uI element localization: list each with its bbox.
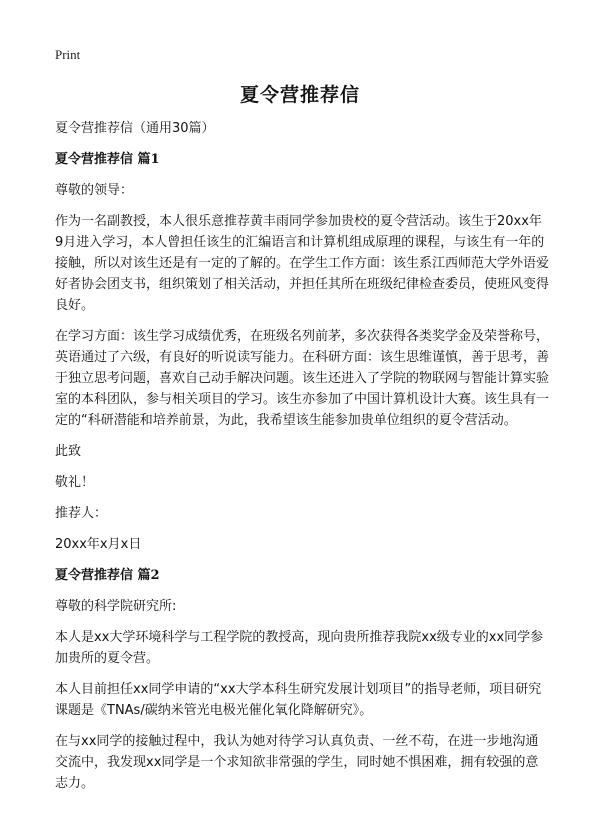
document-subtitle: 夏令营推荐信（通用30篇） [55,121,215,136]
document-title: 夏令营推荐信 [239,84,360,106]
section-1-paragraph-1: 作为一名副教授，本人很乐意推荐黄丰雨同学参加贵校的夏令营活动。该生于20xx年9月进入学习，本人曾担任该生的汇编语言和计算机组成原理的课程，与该生有一年的接触，所以对该生还是有一定的了解的。在学生工作方面：该生系江西师范大学外语爱好者协会团支书，组织策划了相关活动，并担任其所在班级纪律检查委员，使班风变得良好。 [55,214,550,313]
document-body [55,118,550,794]
section-1-date: 20xx年x月x日 [55,537,142,552]
section-2-heading: 夏令营推荐信 篇2 [55,568,160,583]
section-2-paragraph-2: 本人目前担任xx同学申请的“xx大学本科生研究发展计划项目”的指导老师，项目研究课题是《TNAs/碳纳米管光电极光催化氧化降解研究》。 [55,682,542,718]
section-1-closing-2: 敬礼！ [55,475,95,490]
section-1-closing-1: 此致 [55,444,82,459]
section-1-heading: 夏令营推荐信 篇1 [55,152,160,167]
section-1-recommender: 推荐人： [55,506,108,521]
print-label[interactable]: Print [55,47,81,62]
section-1-paragraph-2: 在学习方面：该生学习成绩优秀，在班级名列前茅，多次获得各类奖学金及荣誉称号，英语通过了六级，有良好的听说读写能力。在科研方面：该生思维谨慎，善于思考，善于独立思考问题，喜欢自己动手解决问题。该生还进入了学院的物联网与智能计算实验室的本科团队，参与相关项目的学习。该生亦参加了中国计算机设计大赛。该生具有一定的“科研潜能和培养前景，为此，我希望该生能参加贵单位组织的夏令营活动。 [55,329,550,428]
section-2-paragraph-1: 本人是xx大学环境科学与工程学院的教授高，现向贵所推荐我院xx级专业的xx同学参加贵所的夏令营。 [55,630,544,666]
section-2-paragraph-3: 在与xx同学的接触过程中，我认为她对待学习认真负责、一丝不苟，在进一步地沟通交流中，我发现xx同学是一个求知欲非常强的学生，同时她不惧困难，拥有较强的意志力。 [55,734,539,791]
section-2-salutation: 尊敬的科学院研究所: [55,599,177,614]
section-1-salutation: 尊敬的领导： [55,183,134,198]
